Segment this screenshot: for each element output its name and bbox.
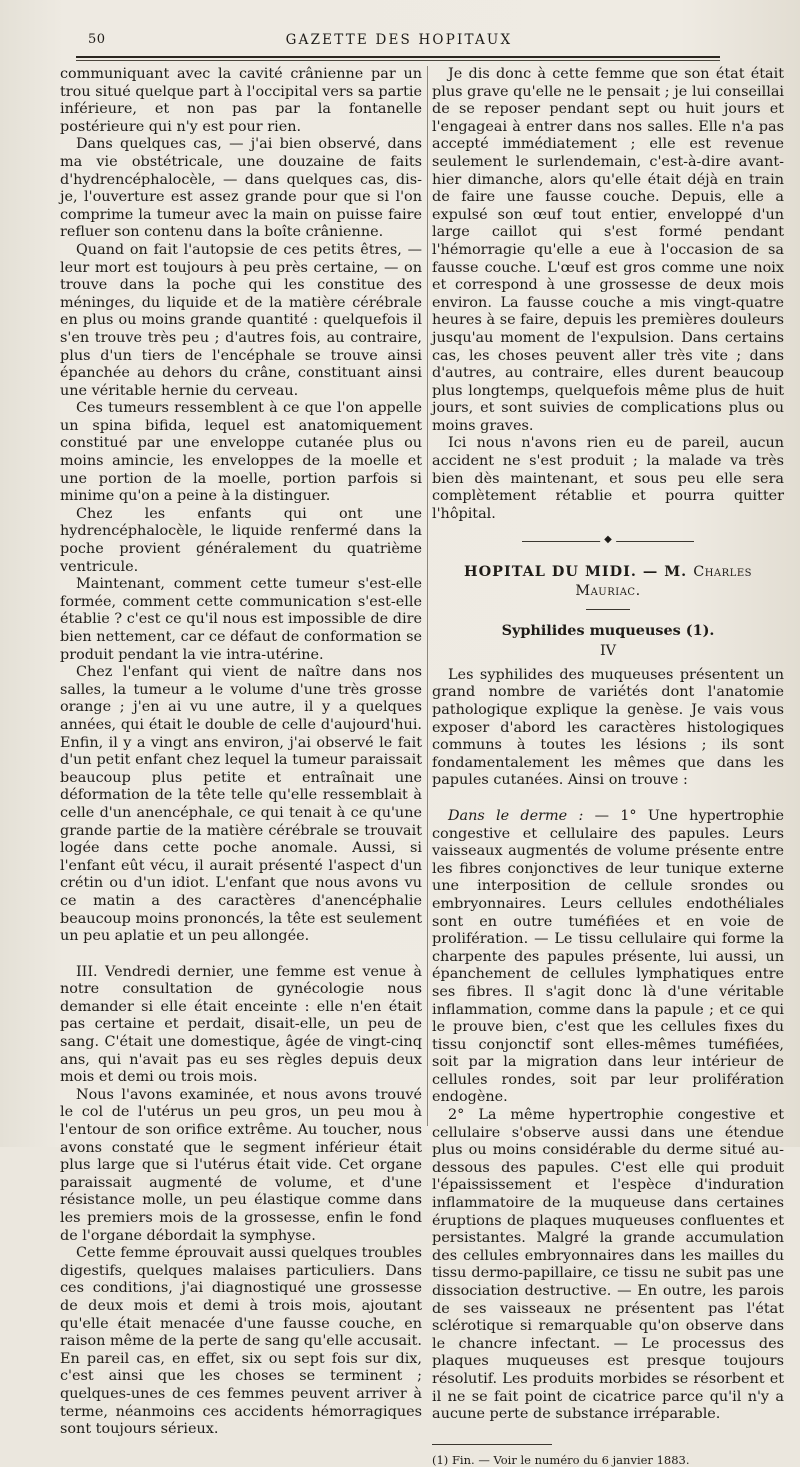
hospital-heading [432,563,784,600]
paragraph: Je dis donc à cette femme que son état était plus grave qu'elle ne le pensait ; je lui conseillai de se reposer pendant sept ou huit jours et l'engageai à entrer dans nos salles. Elle n'a pas accepté immédiatement ; elle est revenue seulement le surlendemain, c'est-à-dire avant-hier dimanche, alors qu'elle était déjà en train de faire une fausse couche. Depuis, elle a expulsé son œuf tout entier, enveloppé d'un large caillot qui s'est formé pendant l'hémorragie qu'elle a eue à l'occasion de sa fausse couche. L'œuf est gros comme une noix et correspond à une grossesse de deux mois environ. La fausse couche a mis vingt-quatre heures à se faire, depuis les premières douleurs jusqu'au moment de l'expulsion. Dans certains cas, les choses peuvent aller très vite ; dans d'autres, au contraire, elles durent beaucoup plus longtemps, quelquefois même plus de huit jours, et sont suivies de complications plus ou moins graves. [432,66,784,434]
paragraph: Cette femme éprouvait aussi quelques troubles digestifs, quelques malaises particuliers. Dans ces conditions, j'ai diagnostiqué une grossesse de deux mois et demi à trois mois, ajoutant qu'elle était menacée d'une fausse couche, en raison même de la perte de sang qu'elle accusait. En pareil cas, en effet, six ou sept fois sur dix, c'est ainsi que les choses se terminent ; quelques-unes de ces femmes peuvent arriver à terme, néanmoins ces accidents hémorragiques sont toujours sérieux. [60,1245,422,1438]
derme-lead: Dans le derme : [448,807,584,824]
header-rule [76,56,720,58]
paragraph: Chez l'enfant qui vient de naître dans nos salles, la tumeur a le volume d'une très grosse orange ; j'en ai vu une autre, il y a quelques années, qui était le double de celle d'aujourd'hui. Enfin, il y a vingt ans environ, j'ai observé le fait d'un petit enfant chez lequel la tumeur paraissait beaucoup plus petite et entraînait une déformation de la tête telle qu'elle ressemblait à celle d'un anencéphale, ce qui tenait à ce qu'une grande partie de la matière cérébrale se trouvait logée dans cette poche anomale. Aussi, si l'enfant eût vécu, il aurait présenté l'aspect d'un crétin ou d'un idiot. L'enfant que nous avons vu ce matin a des caractères d'anencéphalie beaucoup moins prononcés, la tête est seulement un peu aplatie et un peu allongée. [60,664,422,945]
paragraph-derme [432,808,784,1107]
header-rule-thin [76,60,720,61]
article-separator [432,534,784,546]
page-number: 50 [88,32,106,47]
journal-title: GAZETTE DES HOPITAUX [285,32,513,48]
article-title: Syphilides muqueuses (1). [501,621,715,639]
paragraph-section-three: III. Vendredi dernier, une femme est venue à notre consultation de gynécologie nous demander si elle était enceinte : elle n'en était pas certaine et perdait, disait-elle, un peu de sang. C'était une domestique, âgée de vingt-cinq ans, qui n'avait pas eu ses règles depuis deux mois et demi ou trois mois. [60,963,422,1086]
footnote: (1) Fin. — Voir le numéro du 6 janvier 1883. [432,1452,690,1467]
heading-rule [586,609,630,610]
right-column [432,66,784,1467]
paragraph: Ici nous n'avons rien eu de pareil, aucun accident ne s'est produit ; la malade va très bien dès maintenant, et sous peu elle sera complètement rétablie et pourra quitter l'hôpital. [432,435,784,522]
page-header [78,30,720,52]
hospital-name: HOPITAL DU MIDI. — M. [464,563,688,581]
paragraph: communiquant avec la cavité crânienne par un trou situé quelque part à l'occipital vers sa partie inférieure, et non pas par la fontanelle postérieure qui n'y est pour rien. [60,66,422,135]
section-number: IV [599,643,617,660]
diamond-ornament-icon: ◆ [600,533,616,547]
paragraph: Chez les enfants qui ont une hydrencéphalocèle, le liquide renfermé dans la poche provient généralement du quatrième ventricule. [60,505,422,575]
column-divider [427,66,428,1126]
paragraph: Nous l'avons examinée, et nous avons trouvé le col de l'utérus un peu gros, un peu mou à l'entour de son orifice extrême. Au toucher, nous avons constaté que le segment inférieur était plus large que si l'utérus était vide. Cet organe paraissait augmenté de volume, et d'une résistance molle, un peu élastique comme dans les premiers mois de la grossesse, enfin le fond de l'organe débordait la symphyse. [60,1086,422,1244]
author-name: Charles Mauriac. [575,564,752,600]
derme-text: — 1° Une hypertrophie congestive et cellulaire des papules. Leurs vaisseaux augmentés de volume présente entre les fibres conjonctives de leur tunique externe une interposition de cellule srondes ou embryonnaires. Leurs cellules endothéliales sont en outre tuméfiées et en voie de prolifération. — Le tissu cellulaire qui forme la charpente des papules présente, lui aussi, un épanchement de cellules lymphatiques entre ses fibres. Il s'agit donc là d'une véritable inflammation, comme dans la papule ; et ce qui le prouve bien, c'est que les cellules fixes du tissu conjonctif sont elles-mêmes tuméfiées, soit par la migration dans leur intérieur de cellules rondes, soit par leur prolifération endogène. [432,807,784,1106]
paragraph: 2° La même hypertrophie congestive et cellulaire s'observe aussi dans une étendue plus ou moins considérable du derme situé au-dessous des papules. C'est elle qui produit l'épaississement et l'espèce d'induration inflammatoire de la muqueuse dans certaines éruptions de plaques muqueuses confluentes et persistantes. Malgré la grande accumulation des cellules embryonnaires dans les mailles du tissu dermo-papillaire, ce tissu ne subit pas une dissociation destructive. — En outre, les parois de ses vaisseaux ne présentent pas l'état sclérotique si remarquable qu'on observe dans le chancre infectant. — Le processus des plaques muqueuses est presque toujours résolutif. Les produits morbides se résorbent et il ne se fait point de cicatrice parce qu'il n'y a aucune perte de substance irréparable. [432,1107,784,1423]
footnote-rule [432,1444,552,1445]
paragraph: Ces tumeurs ressemblent à ce que l'on appelle un spina bifida, lequel est anatomiquement constitué par une enveloppe cutanée plus ou moins amincie, les enveloppes de la moelle et une portion de la moelle, portion parfois si minime qu'on a peine à la distinguer. [60,400,422,505]
paragraph: Dans quelques cas, — j'ai bien observé, dans ma vie obstétricale, une douzaine de faits d'hydrencéphalocèle, — dans quelques cas, dis-je, l'ouverture est assez grande pour que si l'on comprime la tumeur avec la main on puisse faire refluer son contenu dans la boîte crânienne. [60,136,422,241]
paragraph: Maintenant, comment cette tumeur s'est-elle formée, comment cette communication s'est-elle établie ? c'est ce qu'il nous est impossible de dire bien nettement, car ce défaut de conformation se produit pendant la vie intra-utérine. [60,576,422,663]
paragraph: Quand on fait l'autopsie de ces petits êtres, — leur mort est toujours à peu près certaine, — on trouve dans la poche qui les constitue des méninges, du liquide et de la matière cérébrale en plus ou moins grande quantité : quelquefois il s'en trouve très peu ; d'autres fois, au contraire, plus d'un tiers de l'encéphale se trouve ainsi épanchée au dehors du crâne, constituant ainsi une véritable hernie du cerveau. [60,241,422,399]
paragraph: Les syphilides des muqueuses présentent un grand nombre de variétés dont l'anatomie pathologique explique la genèse. Je vais vous exposer d'abord les caractères histologiques communs à toutes les lésions ; ils sont fondamentalement les mêmes que dans les papules cutanées. Ainsi on trouve : [432,666,784,789]
left-column [60,66,422,1439]
